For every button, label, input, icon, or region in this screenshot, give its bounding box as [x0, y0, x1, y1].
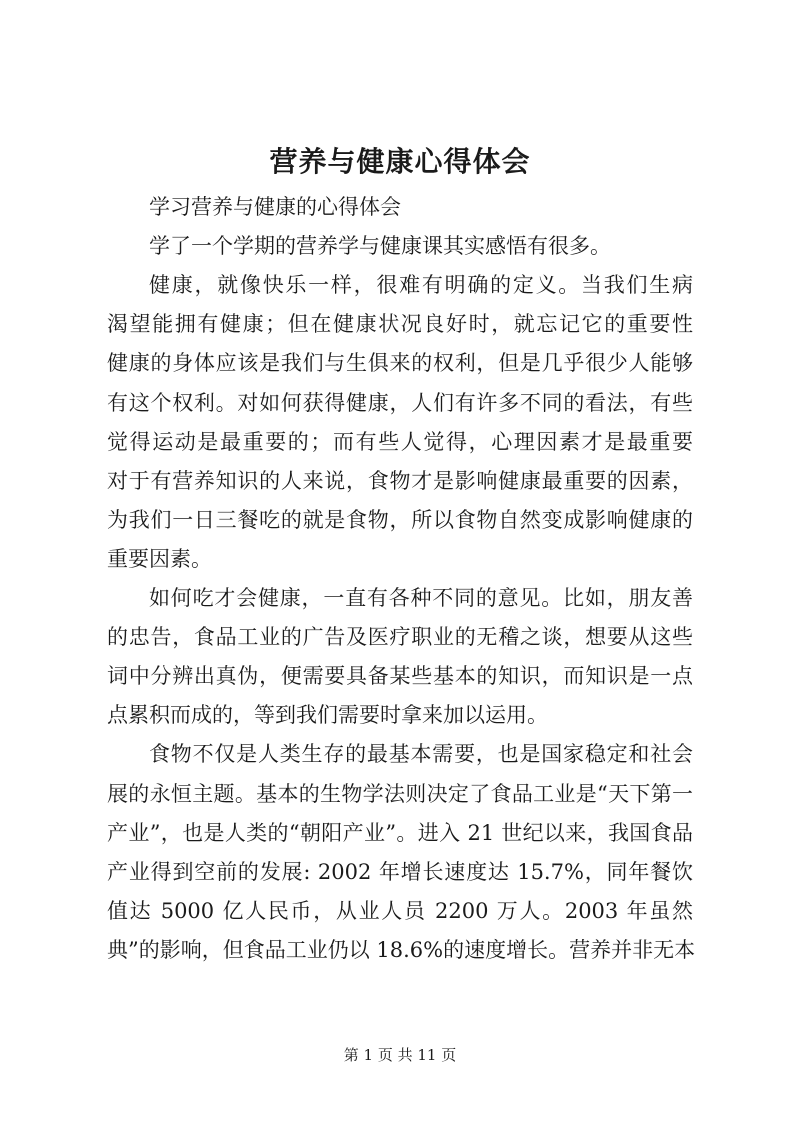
paragraph-line: 展的永恒主题。基本的生物学法则决定了食品工业是“天下第一 — [107, 782, 693, 806]
paragraph-line: 词中分辨出真伪，便需要具备某些基本的知识，而知识是一点 — [107, 664, 693, 688]
paragraph-line: 健康的身体应该是我们与生俱来的权利，但是几乎很少人能够 — [107, 351, 693, 375]
paragraph-line: 健康，就像快乐一样，很难有明确的定义。当我们生病 — [149, 273, 693, 297]
paragraph-line: 学习营养与健康的心得体会 — [149, 195, 401, 219]
paragraph-line: 的忠告，食品工业的广告及医疗职业的无稽之谈，想要从这些 — [107, 625, 693, 649]
paragraph-line: 点累积而成的，等到我们需要时拿来加以运用。 — [107, 703, 548, 727]
paragraph-line: 渴望能拥有健康；但在健康状况良好时，就忘记它的重要性 — [107, 312, 693, 336]
document-title: 营养与健康心得体会 — [269, 145, 531, 178]
paragraph-line: 重要因素。 — [107, 547, 212, 571]
paragraph-line: 学了一个学期的营养学与健康课其实感悟有很多。 — [149, 234, 611, 258]
paragraph-line: 值达 5000 亿人民币，从业人员 2200 万人。2003 年虽然 — [107, 899, 693, 923]
paragraph-line: 如何吃才会健康，一直有各种不同的意见。比如，朋友善 — [149, 586, 693, 610]
paragraph-line: 食物不仅是人类生存的最基本需要，也是国家稳定和社会 — [149, 742, 693, 766]
paragraph-line: 典”的影响，但食品工业仍以 18.6%的速度增长。营养并非无本 — [107, 938, 696, 962]
page-footer: 第 1 页 共 11 页 — [343, 1046, 457, 1064]
paragraph-line: 产业得到空前的发展: 2002 年增长速度达 15.7%，同年餐饮 — [107, 860, 693, 884]
paragraph-line: 对于有营养知识的人来说，食物才是影响健康最重要的因素， — [107, 469, 693, 493]
paragraph-line: 有这个权利。对如何获得健康，人们有许多不同的看法，有些 — [107, 391, 693, 415]
paragraph-line: 产业”，也是人类的“朝阳产业”。进入 21 世纪以来，我国食品 — [107, 821, 693, 845]
paragraph-line: 觉得运动是最重要的；而有些人觉得，心理因素才是最重要 — [107, 430, 693, 454]
paragraph-line: 为我们一日三餐吃的就是食物，所以食物自然变成影响健康的 — [107, 508, 693, 532]
